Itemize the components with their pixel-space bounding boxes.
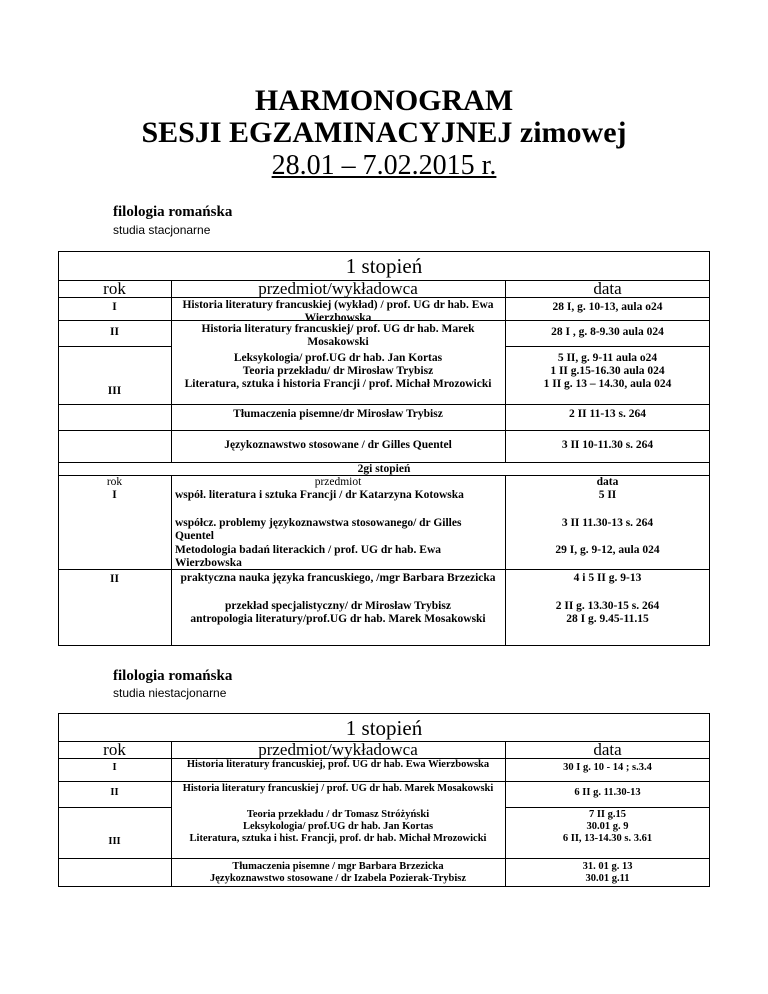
table3-col-divider1: [171, 741, 172, 887]
section1-subtitle: studia stacjonarne: [113, 223, 211, 237]
table-row-date: 30 I g. 10 - 14 ; s.3.4: [563, 762, 652, 773]
table3-heading: 1 stopień: [345, 716, 423, 740]
table-row-subject: Historia literatury francuskiej/ prof. UG dr hab. Marek Mosakowski: [201, 323, 475, 348]
table-row-date: 28 I , g. 8-9.30 aula 024: [551, 326, 664, 338]
table-row-date: 2 II 11-13 s. 264: [569, 408, 646, 420]
col-header-subject: przedmiot/wykładowca: [258, 740, 418, 759]
table-row-date: 6 II, 13-14.30 s. 3.61: [562, 833, 653, 844]
col-header-rok: rok: [103, 740, 126, 759]
table-row-date: 28 I, g. 10-13, aula o24: [552, 301, 663, 313]
table-row-date: 6 II g. 11.30-13: [574, 787, 641, 798]
table1-heading: 1 stopień: [345, 254, 423, 278]
table-row-subject: Tłumaczenia pisemne/dr Mirosław Trybisz: [233, 408, 443, 420]
table-row-subject: Tłumaczenia pisemne / mgr Barbara Brzezicka: [232, 861, 444, 872]
table2-heading: 2gi stopień: [357, 463, 411, 475]
table-row-subject: Teoria przekładu / dr Tomasz Stróżyński: [246, 809, 430, 820]
col-header-date: data: [593, 279, 622, 298]
table-row-subject: Historia literatury francuskiej, prof. UG dr hab. Ewa Wierzbowska: [186, 759, 490, 770]
table3-row-line: [58, 807, 171, 808]
table-row-subject: Historia literatury francuskiej (wykład) / prof. UG dr hab. Ewa Wierzbowska: [182, 299, 494, 324]
table-row-subject: współ. literatura i sztuka Francji / dr Katarzyna Kotowska: [175, 489, 464, 501]
table-row-date: 30.01 g. 9: [586, 821, 629, 832]
table3-row-line: [505, 807, 710, 808]
table-row-subject: Historia literatury francuskiej / prof. UG dr hab. Marek Mosakowski: [182, 783, 494, 794]
table-row-date: 3 II 11.30-13 s. 264: [561, 517, 654, 529]
table-row-date: 31. 01 g. 13: [582, 861, 633, 872]
table3-row-line: [58, 781, 710, 782]
table-row-subject: przekład specjalistyczny/ dr Mirosław Trybisz: [225, 600, 451, 612]
table-row-subject: Językoznawstwo stosowane / dr Gilles Quentel: [224, 439, 452, 451]
table3-row-line: [58, 858, 710, 859]
col-header-rok: rok: [106, 476, 123, 488]
table-row-date: 7 II g.15: [588, 809, 627, 820]
table-row-rok: II: [110, 573, 119, 585]
table1-col-divider1: [171, 280, 172, 463]
table-row-date: 5 II, g. 9-11 aula o24: [557, 352, 658, 364]
table2-col-divider1: [171, 475, 172, 646]
col-header-rok: rok: [103, 279, 126, 298]
col-header-date: data: [596, 476, 619, 488]
section2-subtitle: studia niestacjonarne: [113, 686, 227, 700]
table1-row-line: [58, 430, 710, 431]
table-row-date: 5 II: [598, 489, 617, 501]
col-header-subject: przedmiot/wykładowca: [258, 279, 418, 298]
table-row-subject: antropologia literatury/prof.UG dr hab. Marek Mosakowski: [190, 613, 486, 625]
session-dates: 28.01 – 7.02.2015 r.: [271, 150, 497, 181]
table-row-date: 30.01 g.11: [585, 873, 630, 884]
table1-row-line: [505, 346, 710, 347]
table1-row-line: [58, 346, 171, 347]
table1-row-line: [58, 404, 710, 405]
table-row-rok: I: [112, 489, 117, 501]
col-header-date: data: [593, 740, 622, 759]
page-title-line1: HARMONOGRAM: [254, 84, 514, 117]
table-row-rok: I: [112, 301, 117, 313]
table-row-subject: współcz. problemy językoznawstwa stosowanego/ dr Gilles Quentel: [175, 517, 462, 542]
table-row-subject: Literatura, sztuka i hist. Francji, prof. dr hab. Michał Mrozowicki: [189, 833, 487, 844]
table-row-subject: praktyczna nauka języka francuskiego, /mgr Barbara Brzezicka: [180, 572, 496, 584]
table-row-date: 28 I g. 9.45-11.15: [566, 613, 649, 625]
table-row-subject: Metodologia badań literackich / prof. UG dr hab. Ewa Wierzbowska: [175, 544, 442, 569]
section2-title: filologia romańska: [113, 668, 233, 684]
table-row-date: 29 I, g. 9-12, aula 024: [555, 544, 660, 556]
table-row-subject: Literatura, sztuka i historia Francji / prof. Michał Mrozowicki: [184, 378, 492, 390]
col-header-subject: przedmiot: [314, 476, 362, 488]
table-row-date: 4 i 5 II g. 9-13: [573, 572, 642, 584]
section1-title: filologia romańska: [113, 204, 233, 220]
page-title-line2: SESJI EGZAMINACYJNEJ zimowej: [141, 116, 627, 149]
table-row-rok: I: [112, 762, 117, 773]
table-row-rok: II: [110, 787, 119, 798]
table-row-subject: Leksykologia/ prof.UG dr hab. Jan Kortas: [242, 821, 434, 832]
table-row-date: 2 II g. 13.30-15 s. 264: [555, 600, 660, 612]
table-row-subject: Leksykologia/ prof.UG dr hab. Jan Kortas: [233, 352, 443, 364]
table-row-date: 3 II 10-11.30 s. 264: [561, 439, 654, 451]
table-row-date: 1 II g. 13 – 14.30, aula 024: [543, 378, 672, 390]
table-row-date: 1 II g.15-16.30 aula 024: [550, 365, 665, 377]
table-row-rok: III: [108, 836, 121, 847]
table-row-subject: Językoznawstwo stosowane / dr Izabela Pozierak-Trybisz: [210, 873, 466, 884]
table-row-rok: II: [110, 326, 119, 338]
table-row-subject: Teoria przekładu/ dr Mirosław Trybisz: [242, 365, 434, 377]
table-row-rok: III: [107, 385, 122, 397]
